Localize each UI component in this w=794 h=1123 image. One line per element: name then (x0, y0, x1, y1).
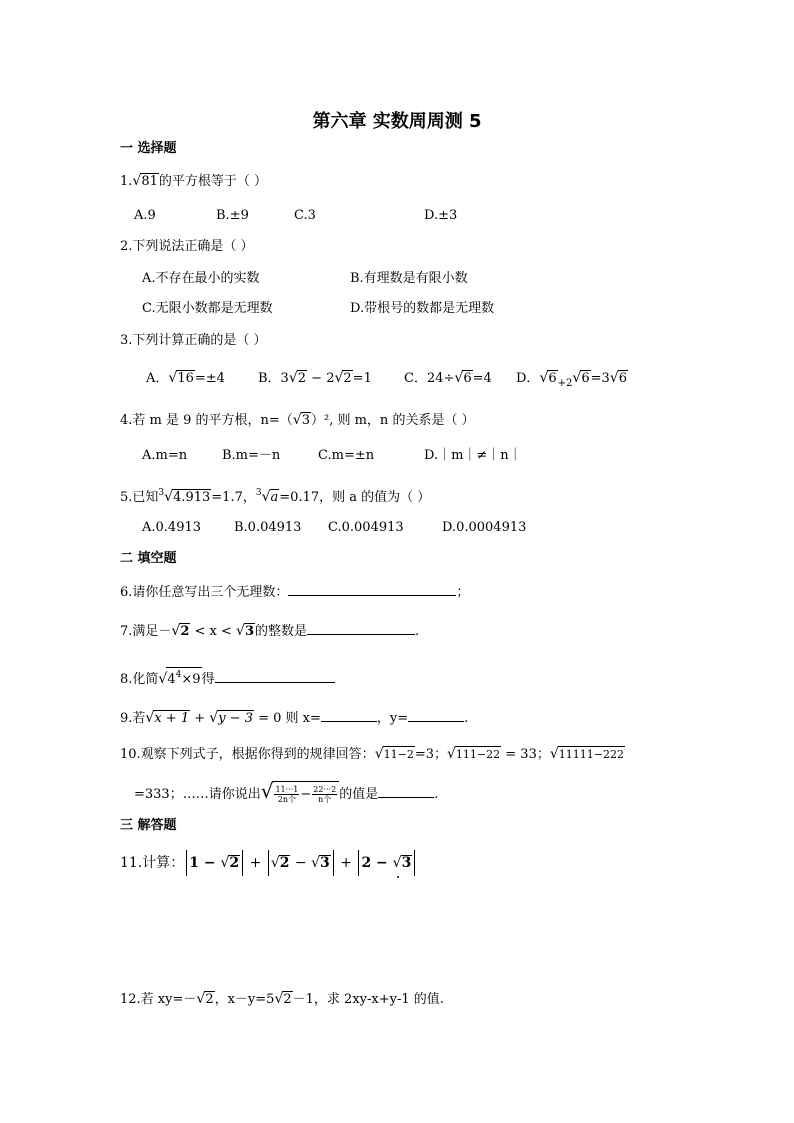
question-10-line2: =333；……请你说出√ $\frac{11\cdot\cdot\cdot 1}{\text{2n个}}$ − $\frac{22\cdot\cdot\cdot 2}{\text{n个}}$ 的值是 . (134, 778, 438, 808)
q3-option-c: C．24÷√6=4 (404, 370, 492, 386)
page-title: 第六章 实数周周测 5 (312, 111, 482, 132)
q2-option-a: A.不存在最小的实数 (142, 271, 260, 286)
stray-mark (397, 876, 399, 878)
q2-option-c: C.无限小数都是无理数 (142, 301, 273, 316)
question-3: 3.下列计算正确的是（ ） (120, 333, 267, 348)
q3-option-d: D．$√6_{+2}√6=3√6$ (516, 370, 627, 389)
question-2: 2.下列说法正确是（ ） (120, 239, 254, 254)
question-6: 6.请你任意写出三个无理数： ； (120, 582, 469, 602)
question-1: 1.√81的平方根等于（ ） (120, 173, 268, 189)
question-7: 7.满足－√2 < x < √3的整数是 . (120, 623, 420, 639)
q5-option-a: A.0.4913 (142, 520, 202, 535)
answer-blank-y[interactable] (408, 708, 464, 722)
section-answer: 三 解答题 (120, 818, 177, 833)
q1-option-a: A.9 (134, 208, 156, 223)
question-12: 12.若 xy=－√2，x－y=5√2－1，求 2xy-x+y-1 的值. (120, 991, 444, 1007)
q1-option-c: C.3 (294, 208, 316, 223)
q2-option-b: B.有理数是有限小数 (350, 271, 468, 286)
answer-blank[interactable] (288, 582, 456, 596)
q1-option-b: B.±9 (216, 208, 249, 223)
q4-option-a: A.m=n (142, 448, 188, 463)
q1-option-d: D.±3 (424, 208, 458, 223)
answer-blank[interactable] (378, 784, 434, 798)
question-10: 10.观察下列式子，根据你得到的规律回答：√11−2=3；√111−22 = 33；√11111−222 (120, 746, 624, 762)
answer-blank[interactable] (215, 669, 335, 683)
question-4: 4.若 m 是 9 的平方根，n=（√3）², 则 m，n 的关系是（ ） (120, 412, 475, 428)
q4-option-b: B.m=－n (222, 448, 281, 463)
q3-option-a: A．√16=±4 (146, 370, 225, 386)
q5-option-b: B.0.04913 (234, 520, 302, 535)
question-11: 11.计算： 1 − √2 + √2 − √3 + 2 − √3 (120, 850, 417, 876)
q4-option-d: D.｜m｜≠｜n｜ (424, 448, 522, 463)
question-9: 9.若√x + 1 + √y − 3 = 0 则 x= ，y= . (120, 710, 469, 726)
section-choice: 一 选择题 (120, 141, 177, 156)
q4-option-c: C.m=±n (318, 448, 375, 463)
q5-option-c: C.0.004913 (328, 520, 404, 535)
answer-blank[interactable] (307, 621, 415, 635)
q3-option-b: B．3√2 − 2√2=1 (258, 370, 372, 386)
section-fill: 二 填空题 (120, 551, 177, 566)
question-5: 5.已知$^3$√4.913=1.7，$^3$√a=0.17，则 a 的值为（ ） (120, 488, 431, 505)
question-8: 8.化简$√4^4\times 9$得 (120, 667, 335, 689)
q5-option-d: D.0.0004913 (442, 520, 527, 535)
q2-option-d: D.带根号的数都是无理数 (350, 301, 495, 316)
answer-blank-x[interactable] (321, 708, 377, 722)
